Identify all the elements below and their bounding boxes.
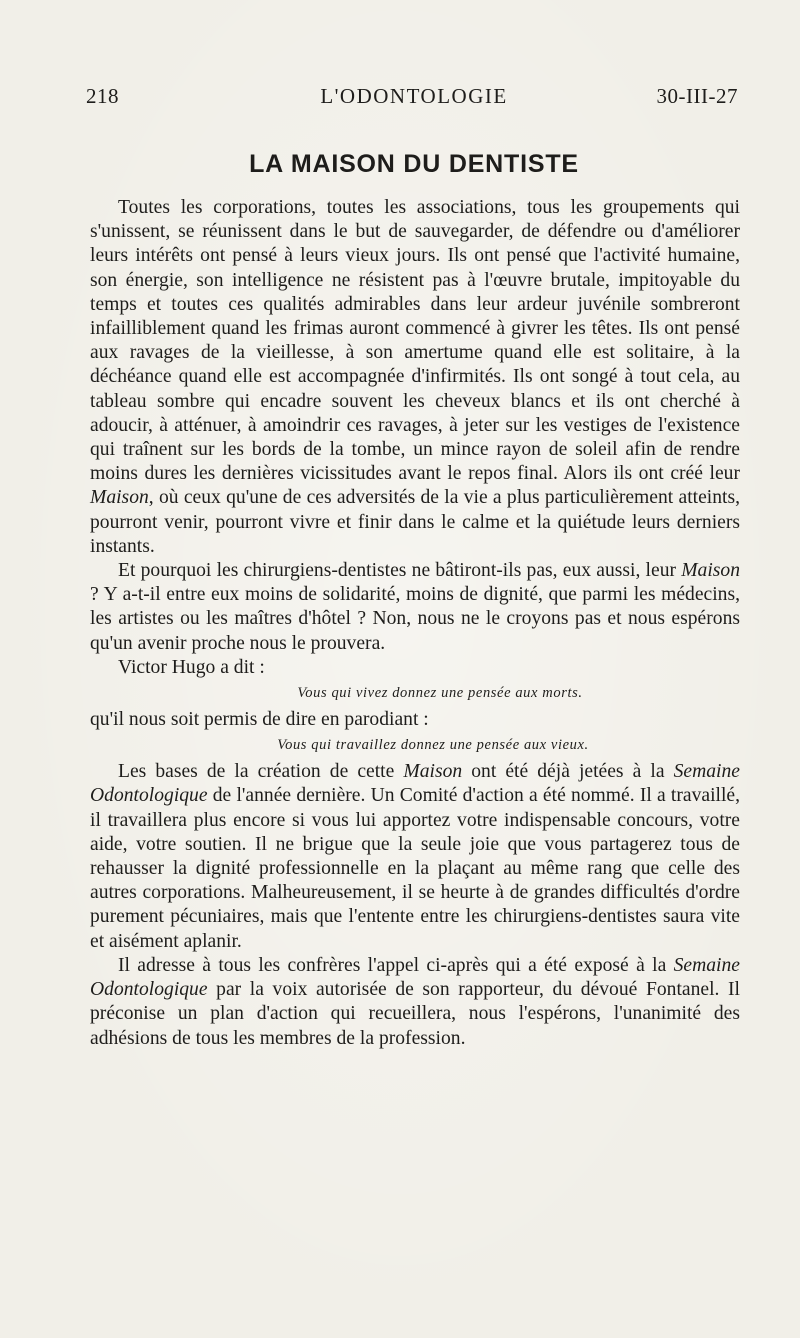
paragraph-1-end: , où ceux qu'une de ces adversités de la vie a plus particulièrement atteints, pourront venir, pourront vivre et finir dans le calme et la quiétude leurs derniers instants.	[90, 487, 740, 557]
paragraph-5-mid: ont été déjà jetées à la	[462, 761, 674, 783]
paragraph-2	[90, 559, 740, 656]
paragraph-5	[90, 760, 740, 954]
paragraph-5-italic-1: Maison	[403, 761, 463, 783]
issue-date: 30-III-27	[656, 84, 738, 108]
paragraph-6-italic: Semaine Odontologique	[90, 954, 740, 1001]
journal-title: L'ODONTOLOGIE	[320, 84, 508, 108]
paragraph-2-text: Et pourquoi les chirurgiens-dentistes ne bâtiront-ils pas, eux aussi, leur	[118, 560, 682, 582]
paragraph-1-text: Toutes les corporations, toutes les associations, tous les groupements qui s'unissent, se réunissent dans le but de sauvegarder, de défendre ou d'améliorer leurs intérêts ont pensé à leurs vieux jours. Ils ont pensé que l'activité humaine, son énergie, son intelligence ne résistent pas à l'œuvre brutale, impitoyable du temps et toutes ces qualités admirables dans leur ardeur juvénile sombreront infailliblement quand les frimas auront commencé à givrer les têtes. Ils ont pensé aux ravages de la vieillesse, à son amertume quand elle est solitaire, à la déchéance quand elle est accompagnée d'infirmités. Ils ont songé à tout cela, au tableau sombre qui encadre souvent les cheveux blancs et ils ont cherché à adoucir, à atténuer, à amoindrir ces ravages, à jeter sur les vestiges de l'existence qui traînent sur les bords de la tombe, un mince rayon de soleil afin de rendre moins dures les dernières vicissitudes avant le repos final. Alors ils ont créé leur	[90, 197, 740, 485]
paragraph-6	[90, 954, 740, 1051]
article-body	[90, 196, 740, 1051]
paragraph-1	[90, 196, 740, 559]
paragraph-6-text: Il adresse à tous les confrères l'appel ci-après qui a été exposé à la	[118, 954, 674, 976]
paragraph-1-italic: Maison	[90, 487, 149, 509]
paragraph-5-end: de l'année dernière. Un Comité d'action a été nommé. Il a travaillé, il travaillera plus encore si vous lui apportez votre indispensable concours, votre aide, votre soutien. Il ne brigue que la seule joie que vous partagerez tous de rehausser la dignité professionnelle en la plaçant au même rang que celle des autres corporations. Malheureusement, il se heurte à de grandes difficultés d'ordre purement pécuniaires, mais que l'entente entre les chirurgiens-dentistes saura vite et aisément aplanir.	[90, 785, 740, 952]
page-number: 218	[86, 84, 119, 108]
article-title: LA MAISON DU DENTISTE	[249, 150, 579, 178]
running-header	[86, 84, 738, 118]
paragraph-3: Victor Hugo a dit :	[118, 656, 265, 678]
paragraph-4: qu'il nous soit permis de dire en parodiant :	[90, 709, 429, 731]
paragraph-6-end: par la voix autorisée de son rapporteur, du dévoué Fontanel. Il préconise un plan d'action qui recueillera, nous l'espérons, l'unanimité des adhésions de tous les membres de la profession.	[90, 979, 740, 1049]
paragraph-2-end: ? Y a-t-il entre eux moins de solidarité, moins de dignité, que parmi les médecins, les artistes ou les maîtres d'hôtel ? Non, nous ne le croyons pas et nous espérons qu'un avenir proche nous le prouvera.	[90, 584, 740, 654]
paragraph-5-italic-2: Semaine Odontologique	[90, 761, 740, 807]
quote-parody: Vous qui travaillez donnez une pensée aux vieux.	[277, 737, 589, 754]
paragraph-5-text: Les bases de la création de cette	[118, 761, 404, 783]
quote-victor-hugo: Vous qui vivez donnez une pensée aux morts.	[297, 685, 583, 702]
paragraph-2-italic: Maison	[681, 560, 740, 582]
